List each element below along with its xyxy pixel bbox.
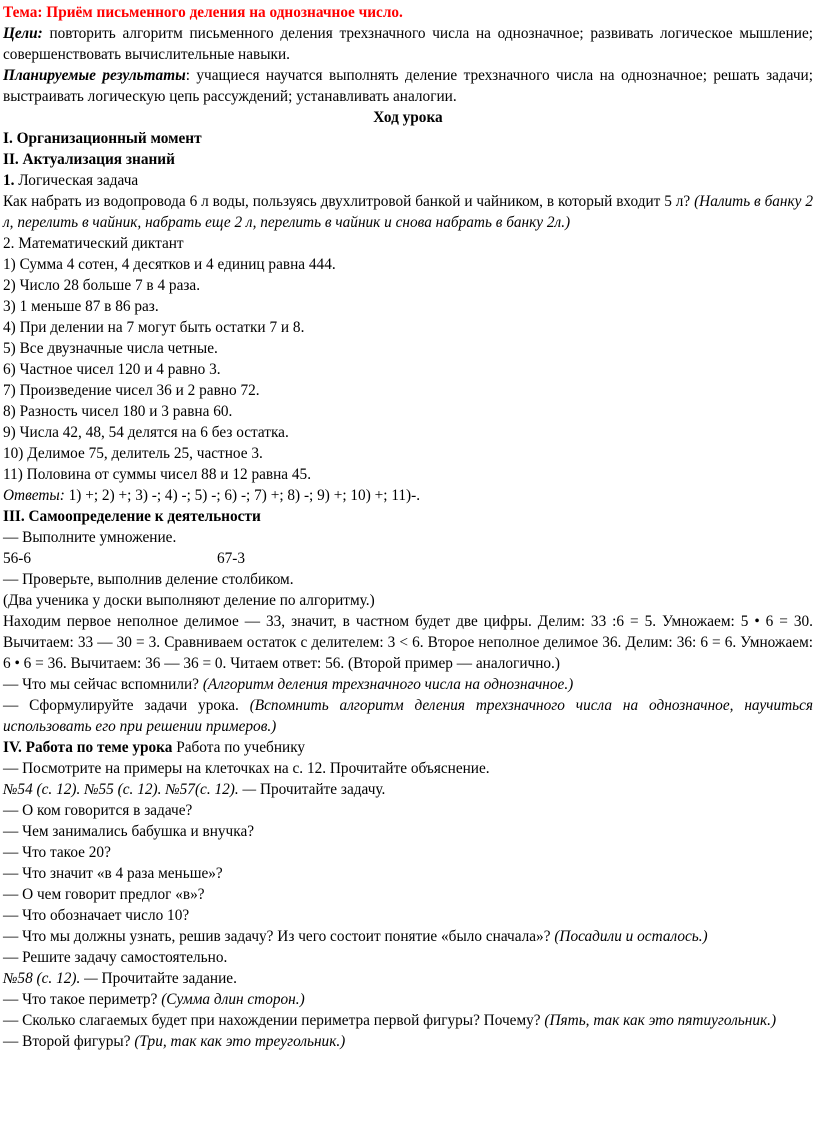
- dictation-answers: Ответы: 1) +; 2) +; 3) -; 4) -; 5) -; 6) -; 7) +; 8) -; 9) +; 10) +; 11)-.: [3, 487, 421, 504]
- exercise-2: 67-3: [217, 550, 246, 567]
- exercise-1: 56-6: [3, 550, 32, 567]
- textbook-refs: №54 (с. 12). №55 (с. 12). №57(с. 12). — Прочитайте задачу.: [3, 781, 386, 798]
- teacher-line: — Выполните умножение.: [3, 529, 177, 546]
- teacher-question: — Что значит «в 4 раза меньше»?: [3, 865, 223, 882]
- dictation-item: 1) Сумма 4 сотен, 4 десятков и 4 единиц равна 444.: [3, 256, 336, 273]
- dictation-item: 8) Разность чисел 180 и 3 равна 60.: [3, 403, 233, 420]
- teacher-line: — Посмотрите на примеры на клеточках на с. 12. Прочитайте объяснение.: [3, 760, 490, 777]
- dictation-item: 9) Числа 42, 48, 54 делятся на 6 без остатка.: [3, 424, 289, 441]
- teacher-question: — Второй фигуры? (Три, так как это треугольник.): [3, 1033, 346, 1050]
- teacher-question: — Что такое периметр? (Сумма длин сторон.): [3, 991, 305, 1008]
- dictation-item: 3) 1 меньше 87 в 86 раз.: [3, 298, 159, 315]
- teacher-question: — Что мы должны узнать, решив задачу? Из чего состоит понятие «было сначала»? (Посадили и осталось.): [3, 928, 708, 945]
- dictation-item: 2) Число 28 больше 7 в 4 раза.: [3, 277, 201, 294]
- dictation-item: 6) Частное чисел 120 и 4 равно 3.: [3, 361, 221, 378]
- results-paragraph: [3, 65, 813, 107]
- goals-paragraph: [3, 23, 813, 65]
- results-text: : учащиеся научатся выполнять деление трехзначного числа на однозначное; решать задачи; выстраивать логическую цепь рассуждений; устанавливать аналогии.: [3, 67, 813, 105]
- dictation-item: 5) Все двузначные числа четные.: [3, 340, 218, 357]
- note-line: (Два ученика у доски выполняют деление по алгоритму.): [3, 592, 375, 609]
- teacher-question: — Что обозначает число 10?: [3, 907, 190, 924]
- exercise-row: [3, 548, 813, 569]
- teacher-question: — О ком говорится в задаче?: [3, 802, 193, 819]
- dictation-item: 7) Произведение чисел 36 и 2 равно 72.: [3, 382, 260, 399]
- logic-task-heading: 1. Логическая задача: [3, 172, 139, 189]
- textbook-ref-58: №58 (с. 12). — Прочитайте задание.: [3, 970, 237, 987]
- lesson-topic-title: Тема: Приём письменного деления на однозначное число.: [3, 4, 403, 21]
- section-3-heading: III. Самоопределение к деятельности: [3, 508, 261, 525]
- dictation-item: 11) Половина от суммы чисел 88 и 12 равна 45.: [3, 466, 312, 483]
- lesson-heading: Ход урока: [373, 109, 443, 126]
- teacher-question: — О чем говорит предлог «в»?: [3, 886, 205, 903]
- section-2-heading: II. Актуализация знаний: [3, 151, 175, 168]
- teacher-question: — Чем занимались бабушка и внучка?: [3, 823, 255, 840]
- section-4-heading: IV. Работа по теме урока Работа по учебнику: [3, 739, 306, 756]
- dictation-heading: 2. Математический диктант: [3, 235, 184, 252]
- goals-text: повторить алгоритм письменного деления трехзначного числа на однозначное; развивать логическое мышление; совершенствовать вычислительные навыки.: [3, 25, 813, 63]
- goals-label: Цели:: [3, 25, 43, 42]
- teacher-question: — Что такое 20?: [3, 844, 111, 861]
- teacher-question: — Сформулируйте задачи урока. (Вспомнить алгоритм деления трехзначного числа на однозначное, научиться использовать его при решении примеров.): [3, 697, 813, 735]
- teacher-line: — Решите задачу самостоятельно.: [3, 949, 228, 966]
- logic-task-answer: (Налить в банку 2 л, перелить в чайник, набрать еще 2 л, перелить в чайник и снова набрать в банку 2л.): [3, 193, 813, 231]
- algorithm-paragraph: Находим первое неполное делимое — 33, значит, в частном будет две цифры. Делим: 33 :6 = 5. Умножаем: 5 • 6 = 30. Вычитаем: 33 — 30 = 3. Сравниваем остаток с делителем: 3 < 6. Второе неполное делимое 36. Делим: 36: 6 = 6. Умножаем: 6 • 6 = 36. Вычитаем: 36 — 36 = 0. Читаем ответ: 56. (Второй пример — аналогично.): [3, 613, 813, 672]
- teacher-line: — Проверьте, выполнив деление столбиком.: [3, 571, 294, 588]
- dictation-item: 10) Делимое 75, делитель 25, частное 3.: [3, 445, 263, 462]
- teacher-question: — Что мы сейчас вспомнили? (Алгоритм деления трехзначного числа на однозначное.): [3, 676, 574, 693]
- logic-task-paragraph: [3, 191, 813, 233]
- dictation-item: 4) При делении на 7 могут быть остатки 7 и 8.: [3, 319, 305, 336]
- teacher-question: — Сколько слагаемых будет при нахождении периметра первой фигуры? Почему? (Пять, так как это пятиугольник.): [3, 1012, 777, 1029]
- logic-task-question: Как набрать из водопровода 6 л воды, пользуясь двухлитровой банкой и чайником, в который входит 5 л?: [3, 193, 695, 210]
- results-label: Планируемые результаты: [3, 67, 186, 84]
- section-1-heading: I. Организационный момент: [3, 130, 202, 147]
